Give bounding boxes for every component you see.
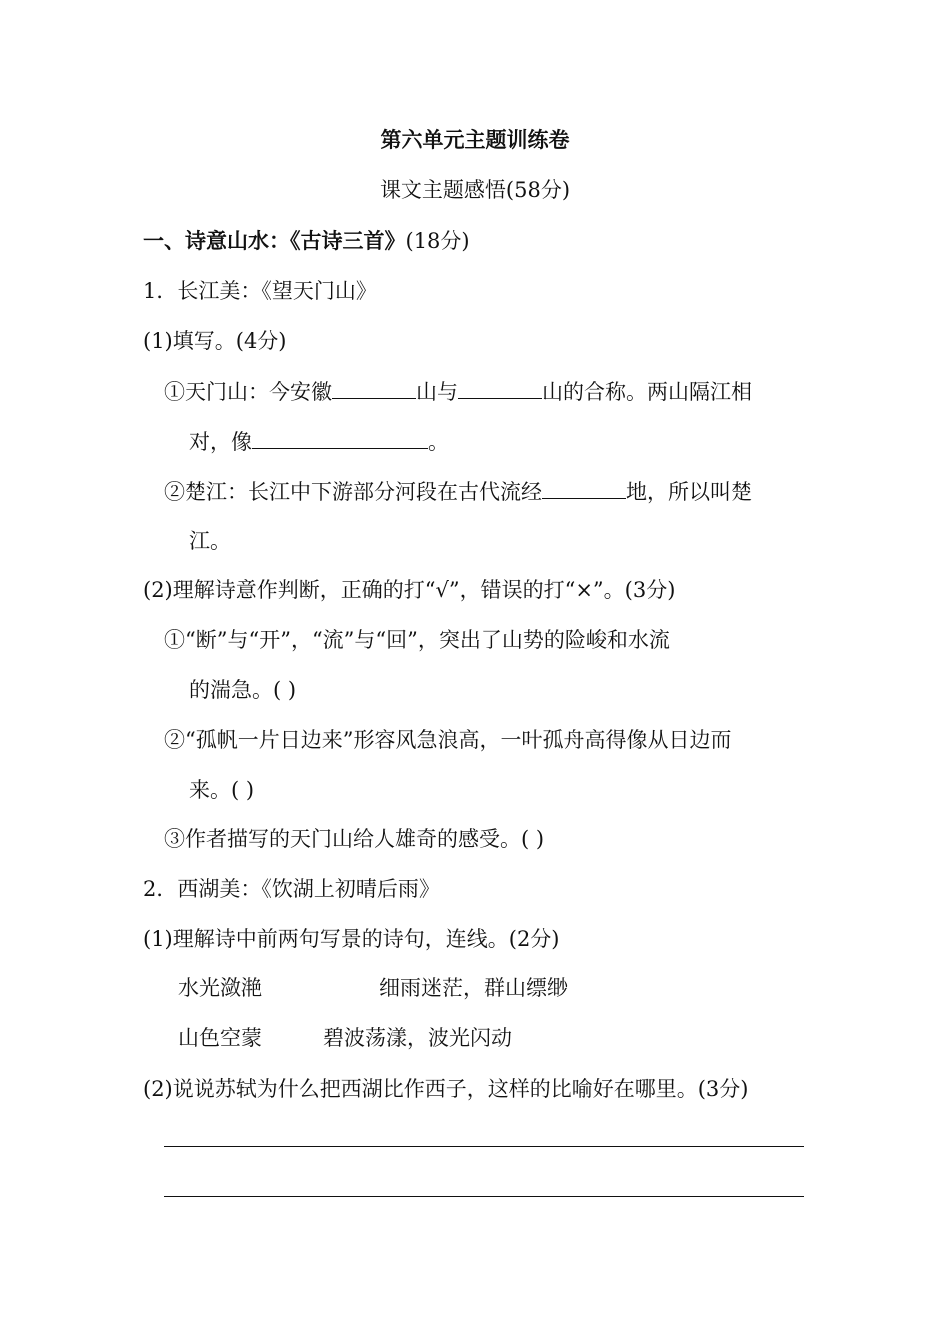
q1-part1-item-b-line1 (164, 478, 752, 505)
q1-part2-item-b-line2: 来。( ) (189, 778, 255, 802)
match-right-1: 细雨迷茫，群山缥缈 (379, 976, 568, 1000)
page-title: 第六单元主题训练卷 (380, 128, 570, 152)
q1-b-text2: 地，所以叫楚 (626, 480, 752, 504)
q1-part1-item-a-line2 (189, 428, 449, 455)
match-right-2: 碧波荡漾，波光闪动 (323, 1026, 512, 1050)
q1-part2-item-c: ③作者描写的天门山给人雄奇的感受。( ) (164, 827, 545, 851)
section-heading-book: 《古诗三首》 (290, 229, 406, 253)
blank-field[interactable] (252, 428, 428, 449)
q1-part2-item-a-line2: 的湍急。( ) (189, 678, 297, 702)
q1-a-text3: 山的合称。两山隔江相 (542, 380, 752, 404)
match-left-1: 水光潋滟 (178, 976, 262, 1000)
section-heading-label: 一、诗意山水： (143, 229, 290, 253)
q1-a-text4: 对，像 (189, 430, 252, 454)
q1-b-text1: ②楚江：长江中下游部分河段在古代流经 (164, 480, 542, 504)
q1-part2-item-a-line1: ①“断”与“开”，“流”与“回”，突出了山势的险峻和水流 (164, 628, 670, 652)
answer-line[interactable] (164, 1196, 804, 1197)
blank-field[interactable] (542, 478, 626, 499)
q1-part1-item-a-line1 (164, 378, 752, 405)
q1-a-text1: ①天门山：今安徽 (164, 380, 332, 404)
q1-part1-item-b-line2: 江。 (189, 529, 231, 553)
blank-field[interactable] (458, 378, 542, 399)
q1-part2-item-b-line1: ②“孤帆一片日边来”形容风急浪高，一叶孤舟高得像从日边而 (164, 728, 732, 752)
q2-part2-label: (2)说说苏轼为什么把西湖比作西子，这样的比喻好在哪里。(3分) (143, 1077, 749, 1101)
answer-line[interactable] (164, 1146, 804, 1147)
match-left-2: 山色空蒙 (178, 1026, 262, 1050)
q1-part2-label: (2)理解诗意作判断，正确的打“√”，错误的打“×”。(3分) (143, 578, 676, 602)
q1-a-text5: 。 (428, 430, 449, 454)
section-heading-score: (18分) (405, 229, 470, 253)
blank-field[interactable] (332, 378, 416, 399)
page-subtitle: 课文主题感悟(58分) (379, 178, 571, 202)
question-1-label: 1．长江美：《望天门山》 (143, 279, 377, 303)
question-2-label: 2．西湖美：《饮湖上初晴后雨》 (143, 877, 440, 901)
q1-a-text2: 山与 (416, 380, 458, 404)
q2-part1-label: (1)理解诗中前两句写景的诗句，连线。(2分) (143, 927, 560, 951)
section-heading (143, 228, 470, 254)
q1-part1-label: (1)填写。(4分) (143, 329, 287, 353)
